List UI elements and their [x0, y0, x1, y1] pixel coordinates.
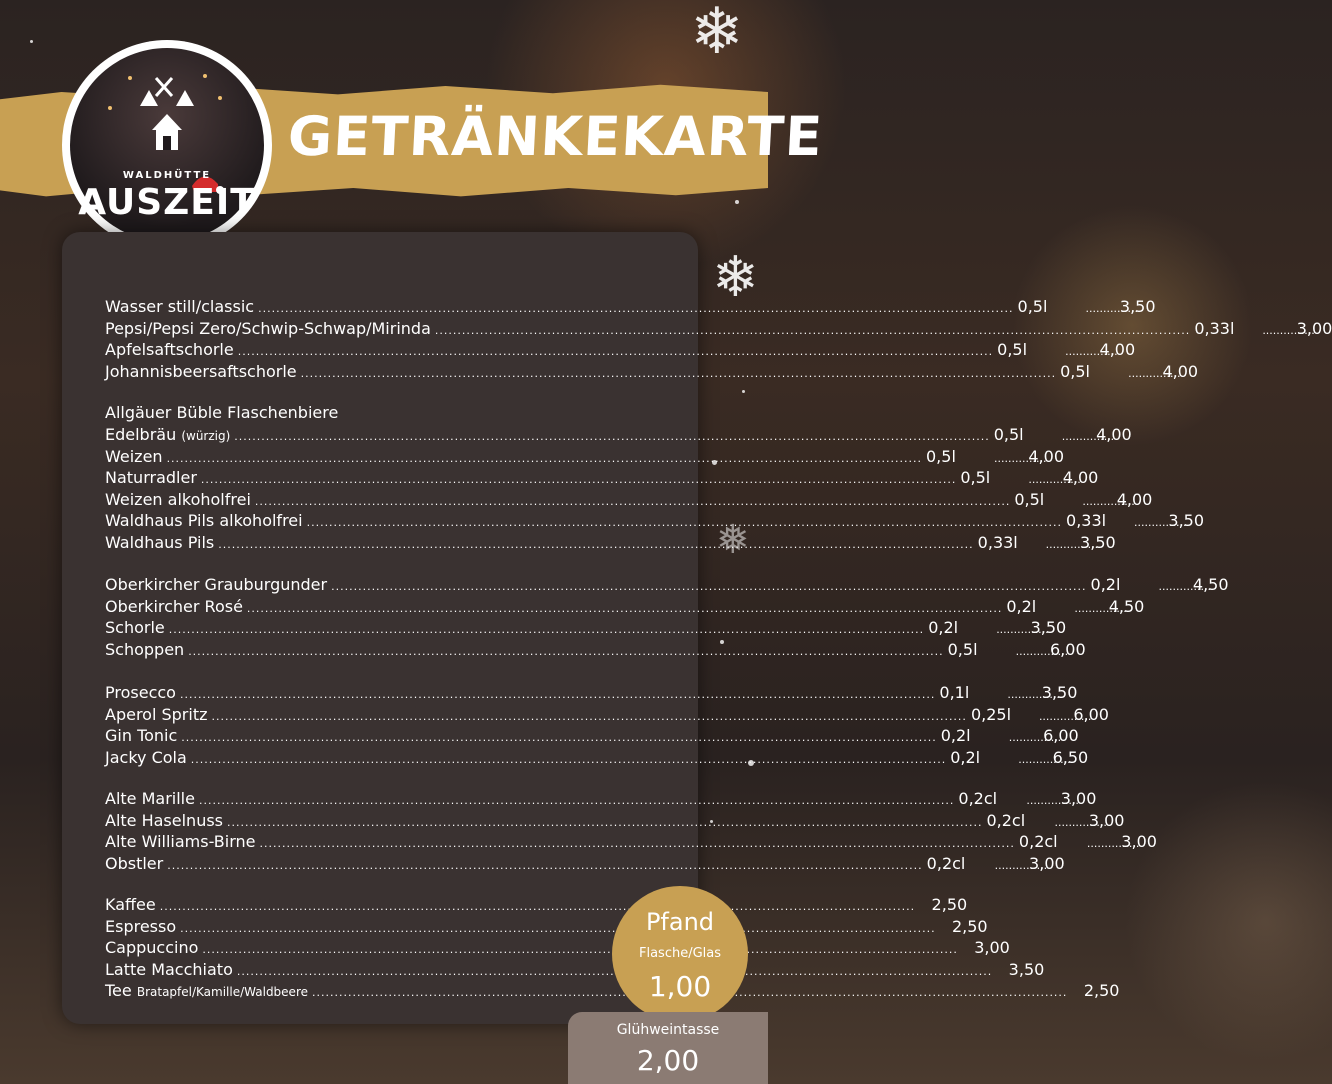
item-price: 2,50	[1083, 981, 1120, 1000]
item-name: Gin Tonic	[105, 726, 178, 745]
item-name: Oberkircher Grauburgunder	[105, 575, 328, 594]
item-price: 4,00	[1162, 361, 1199, 381]
dot-leader	[180, 682, 935, 706]
item-volume: 0,2cl	[926, 853, 966, 873]
menu-item	[105, 788, 1097, 810]
dot-leader	[202, 937, 957, 961]
item-name	[105, 980, 308, 1004]
dot-leader	[255, 489, 1010, 513]
item-price: 3,00	[1060, 789, 1097, 808]
section-heading: Allgäuer Büble Flaschenbiere	[105, 403, 339, 422]
dot-leader	[1016, 639, 1038, 663]
dot-leader	[1128, 361, 1150, 385]
dot-leader	[1082, 489, 1104, 513]
logo-subtitle: WALDHÜTTE	[122, 170, 212, 181]
menu-item	[105, 894, 968, 916]
item-volume: 0,2cl	[986, 810, 1026, 830]
item-price: 4,00	[1099, 340, 1136, 359]
item-price: 6,00	[1073, 704, 1109, 724]
item-name: Cappuccino	[105, 938, 199, 957]
item-name: Espresso	[105, 916, 177, 936]
item-name: Schorle	[105, 618, 165, 637]
item-price: 6,00	[1043, 726, 1079, 745]
item-name: Waldhaus Pils alkoholfrei	[105, 511, 303, 530]
item-price: 4,00	[1028, 446, 1064, 466]
menu-item	[105, 704, 1109, 726]
item-volume: 0,2cl	[1018, 832, 1058, 851]
dot-leader	[1065, 339, 1087, 363]
item-price: 3,50	[1008, 959, 1045, 979]
dot-leader	[1134, 510, 1156, 534]
dot-leader	[1046, 532, 1068, 556]
item-price: 2,50	[931, 895, 968, 914]
item-price: 4,00	[1096, 425, 1132, 444]
dot-leader	[1054, 810, 1076, 834]
dot-leader	[1009, 725, 1031, 749]
menu-item	[105, 639, 1086, 661]
snowflake-icon: ❄	[712, 245, 759, 310]
item-volume: 0,5l	[947, 639, 978, 659]
dot-leader	[996, 617, 1018, 641]
menu-item	[105, 725, 1079, 747]
dot-leader	[201, 467, 956, 491]
item-name: Wasser still/classic	[105, 297, 255, 316]
dot-leader	[180, 916, 935, 940]
menu-item	[105, 361, 1199, 383]
item-name: Kaffee	[105, 895, 156, 914]
item-volume: 0,2l	[950, 747, 981, 767]
item-price: 6,50	[1052, 747, 1089, 767]
item-price: 4,00	[1116, 489, 1153, 509]
item-volume: 0,2l	[1006, 596, 1037, 616]
dot-leader	[435, 318, 1190, 342]
page-title: GETRÄNKEKARTE	[286, 105, 825, 168]
menu-item	[105, 318, 1332, 340]
menu-item	[105, 810, 1125, 832]
item-name-text: Edelbräu	[105, 425, 177, 444]
item-volume: 0,5l	[1017, 297, 1048, 316]
snow-dot	[742, 390, 745, 393]
item-name: Jacky Cola	[105, 747, 187, 767]
menu-item	[105, 574, 1229, 596]
dot-leader	[1026, 788, 1048, 812]
dot-leader	[218, 532, 973, 556]
dot-leader	[1039, 704, 1061, 728]
item-volume: 0,25l	[970, 704, 1012, 724]
item-name: Weizen	[105, 446, 163, 466]
item-volume: 0,2l	[940, 726, 971, 745]
dot-leader	[307, 510, 1062, 534]
item-volume: 0,5l	[1014, 489, 1045, 509]
dot-leader	[234, 424, 989, 448]
menu-item	[105, 467, 1099, 489]
tasse-title: Glühweintasse	[616, 1022, 720, 1038]
menu-item	[105, 446, 1064, 468]
item-price: 4,50	[1108, 596, 1145, 616]
item-price: 6,00	[1050, 639, 1086, 659]
menu-section	[105, 296, 1332, 382]
dot-leader	[167, 853, 922, 877]
menu-item	[105, 424, 1132, 446]
item-volume: 0,33l	[1194, 318, 1235, 338]
menu-item	[105, 296, 1156, 318]
dot-leader	[1007, 682, 1029, 706]
dot-leader	[301, 361, 1056, 385]
item-price: 3,50	[1119, 297, 1156, 316]
item-name: Prosecco	[105, 683, 176, 702]
item-volume: 0,2l	[1090, 575, 1121, 594]
dot-leader	[169, 617, 924, 641]
menu-section	[105, 682, 1109, 768]
menu-item	[105, 532, 1116, 554]
dot-leader	[259, 831, 1014, 855]
dot-leader	[188, 639, 943, 663]
logo-name: AUSZEIT	[78, 182, 256, 223]
item-volume: 0,1l	[939, 683, 970, 702]
dot-leader	[1087, 831, 1109, 855]
item-name: Obstler	[105, 853, 164, 873]
item-name: Oberkircher Rosé	[105, 596, 243, 616]
dot-leader	[995, 853, 1017, 877]
item-volume: 0,5l	[1060, 361, 1090, 381]
item-volume: 0,33l	[1066, 511, 1107, 530]
dot-leader	[227, 810, 982, 834]
dot-leader	[167, 446, 922, 470]
item-price: 3,50	[1168, 511, 1205, 530]
item-name: Pepsi/Pepsi Zero/Schwip-Schwap/Mirinda	[105, 318, 431, 338]
item-volume: 0,5l	[926, 446, 956, 466]
dot-leader	[1028, 467, 1050, 491]
item-price: 3,50	[1080, 532, 1116, 552]
dot-leader	[1062, 424, 1084, 448]
menu-item	[105, 747, 1089, 769]
item-volume: 0,5l	[993, 425, 1024, 444]
item-name: Weizen alkoholfrei	[105, 489, 251, 509]
pfand-title: Pfand	[645, 908, 715, 936]
logo	[62, 40, 272, 250]
item-price: 3,50	[1030, 618, 1067, 637]
pfand-price: 1,00	[648, 970, 712, 1003]
dot-leader	[1074, 596, 1096, 620]
dot-leader	[181, 725, 936, 749]
item-name: Alte Haselnuss	[105, 810, 224, 830]
dot-leader	[1086, 296, 1108, 320]
menu-item	[105, 596, 1145, 618]
menu-section	[105, 574, 1229, 660]
item-name: Alte Williams-Birne	[105, 832, 256, 851]
menu-item	[105, 682, 1078, 704]
item-price: 3,50	[1041, 683, 1078, 702]
item-price: 3,00	[1121, 832, 1157, 851]
item-price: 4,00	[1062, 468, 1099, 487]
item-volume: 0,2l	[928, 618, 959, 637]
item-name: Apfelsaftschorle	[105, 340, 234, 359]
item-note: (würzig)	[181, 429, 231, 443]
menu-item	[105, 510, 1205, 532]
item-name: Johannisbeersaftschorle	[105, 361, 297, 381]
pfand-badge	[612, 886, 748, 1022]
menu-item	[105, 959, 1045, 981]
dot-leader	[212, 704, 967, 728]
menu-item	[105, 489, 1153, 511]
item-name-text: Tee	[105, 981, 132, 1000]
dot-leader	[160, 894, 915, 918]
menu-item	[105, 339, 1136, 361]
menu-item	[105, 853, 1065, 875]
item-volume: 0,5l	[960, 468, 991, 487]
item-name: Naturradler	[105, 468, 197, 487]
tasse-price: 2,00	[636, 1044, 700, 1077]
menu-section	[105, 788, 1157, 874]
gluehweintasse-badge	[568, 1012, 768, 1084]
menu-section	[105, 402, 1205, 553]
item-name: Latte Macchiato	[105, 959, 233, 979]
item-price: 3,00	[1088, 810, 1125, 830]
item-name: Schoppen	[105, 639, 185, 659]
item-price: 4,50	[1192, 575, 1229, 594]
item-price: 3,00	[974, 938, 1010, 957]
item-name: Waldhaus Pils	[105, 532, 215, 552]
dot-leader	[258, 296, 1013, 320]
item-volume: 0,2cl	[958, 789, 998, 808]
dot-leader	[1018, 747, 1040, 771]
snow-dot	[30, 40, 33, 43]
menu-item	[105, 831, 1157, 853]
item-price: 2,50	[951, 916, 988, 936]
dot-leader	[199, 788, 954, 812]
menu-item	[105, 617, 1067, 639]
dot-leader	[994, 446, 1016, 470]
item-price: 3,00	[1029, 853, 1065, 873]
dot-leader	[1262, 318, 1284, 342]
item-name	[105, 424, 230, 448]
dot-leader	[247, 596, 1002, 620]
item-name: Aperol Spritz	[105, 704, 208, 724]
dot-leader	[191, 747, 946, 771]
item-name: Alte Marille	[105, 789, 195, 808]
pfand-subtitle: Flasche/Glas	[638, 946, 722, 961]
snow-dot	[735, 200, 739, 204]
dot-leader	[1159, 574, 1181, 598]
item-note: Bratapfel/Kamille/Waldbeere	[136, 985, 308, 999]
dot-leader	[238, 339, 993, 363]
snowflake-icon: ❅	[716, 517, 750, 563]
item-volume: 0,5l	[997, 340, 1028, 359]
snowflake-icon: ❄	[690, 0, 744, 69]
dot-leader	[331, 574, 1086, 598]
item-price: 3,00	[1296, 318, 1332, 338]
item-volume: 0,33l	[977, 532, 1018, 552]
